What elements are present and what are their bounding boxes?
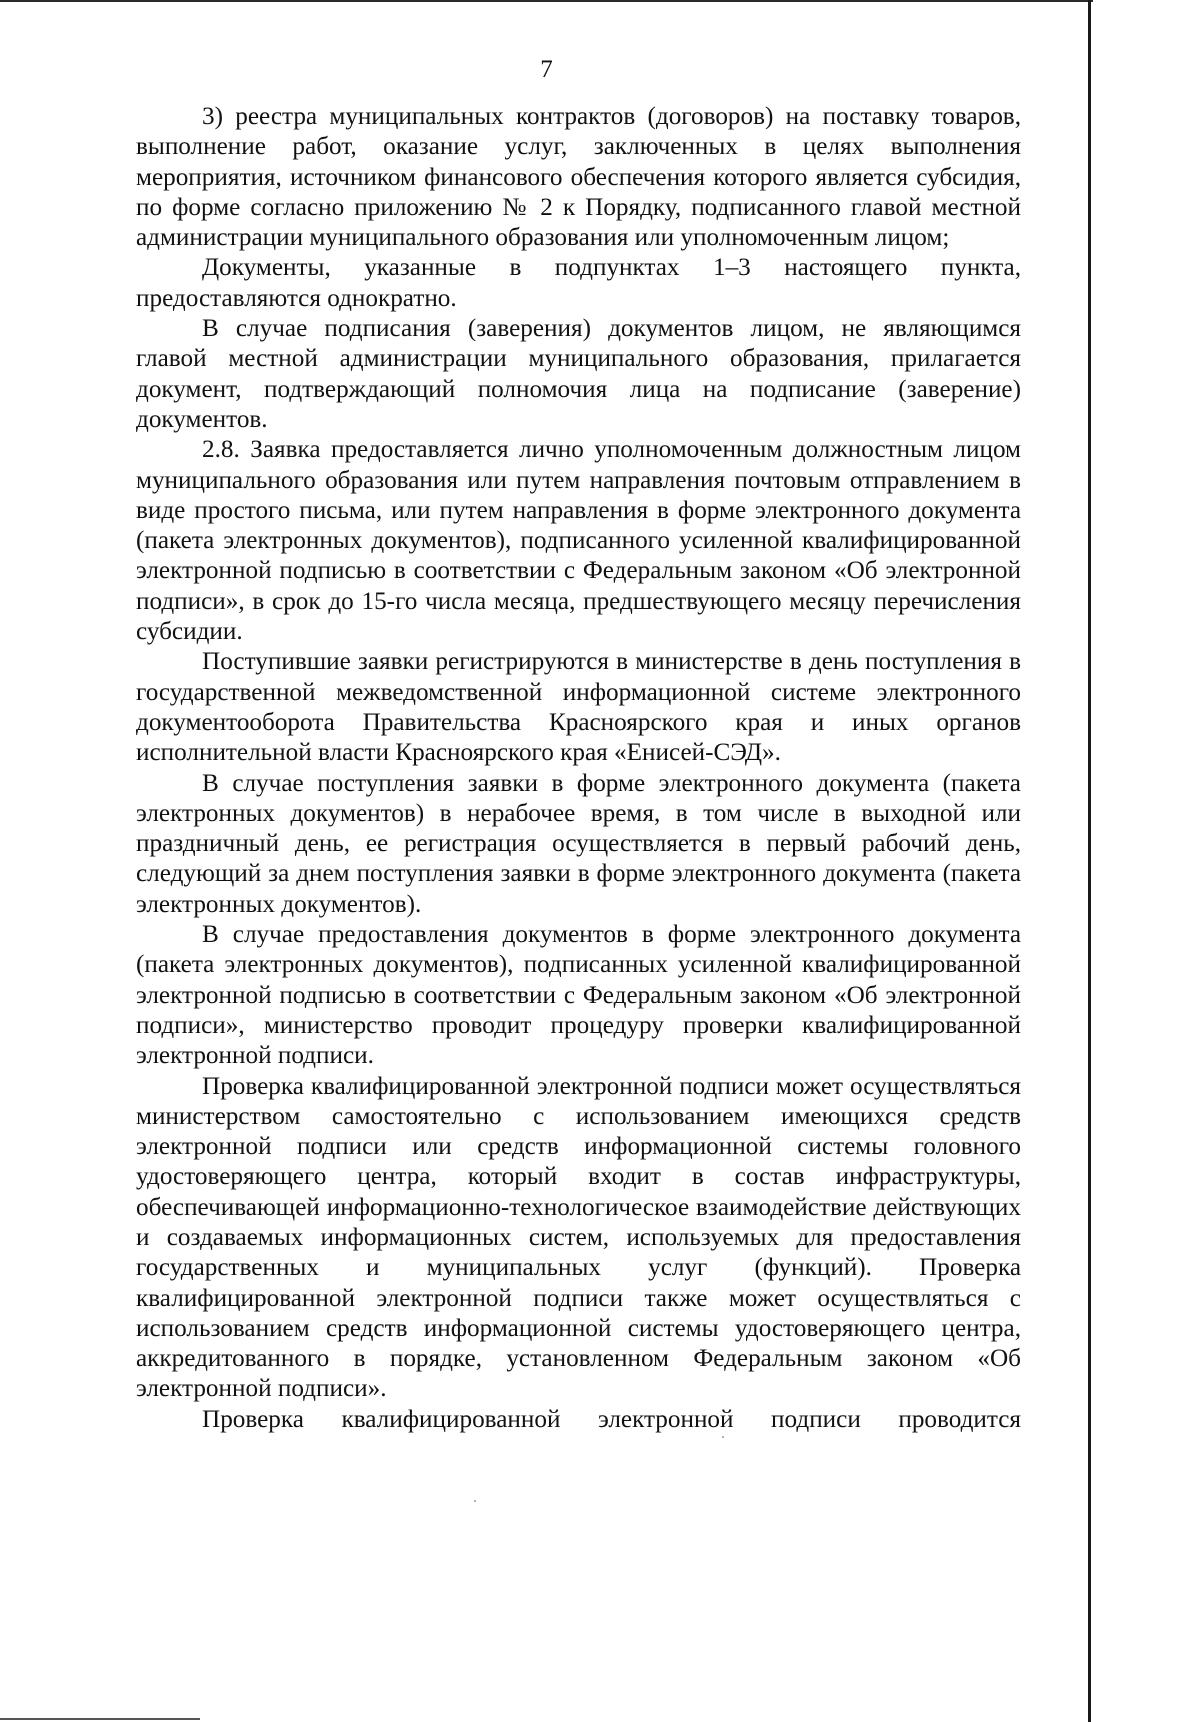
paragraph-2-8-application: 2.8. Заявка предоставляется лично уполномоченным должностным лицом муниципального образования или путем направления почтовым отправлением в виде простого письма, или путем направления в форме электронного документа (пакета электронных документов), подписанного усиленной квалифицированной электронной подписью в соответствии с Федеральным законом «Об электронной подписи», в срок до 15-го числа месяца, предшествующего месяцу перечисления субсидии. bbox=[136, 436, 1021, 646]
paragraph-registry-contracts: 3) реестра муниципальных контрактов (договоров) на поставку товаров, выполнение работ, оказание услуг, заключенных в целях выполнения мероприятия, источником финансового обеспечения которого является субсидия, по форме согласно приложению № 2 к Порядку, подписанного главой местной администрации муниципального образования или уполномоченным лицом; bbox=[136, 103, 1021, 252]
scan-edge-right bbox=[1088, 0, 1091, 1722]
page-number: 7 bbox=[540, 56, 553, 83]
scan-speck bbox=[474, 1500, 476, 1502]
paragraph-registration: Поступившие заявки регистрируются в министерстве в день поступления в государственной межведомственной информационной системе электронного документооборота Правительства Красноярского края и иных органов исполнительной власти Красноярского края «Енисей-СЭД». bbox=[136, 648, 1021, 767]
paragraph-verification-continued: Проверка квалифицированной электронной подписи проводится bbox=[202, 1405, 1021, 1433]
scan-speck bbox=[722, 1436, 724, 1438]
paragraph-documents-once: Документы, указанные в подпунктах 1–3 настоящего пункта, предоставляются однократно. bbox=[136, 254, 1021, 312]
paragraph-electronic-documents: В случае предоставления документов в форме электронного документа (пакета электронных документов), подписанных усиленной квалифицированной электронной подписью в соответствии с Федеральным законом «Об электронной подписи», министерство проводит процедуру проверки квалифицированной электронной подписи. bbox=[136, 921, 1021, 1070]
scan-edge-bottom bbox=[0, 1718, 200, 1720]
paragraph-signing-authority: В случае подписания (заверения) документов лицом, не являющимся главой местной администрации муниципального образования, прилагается документ, подтверждающий полномочия лица на подписание (заверение) документов. bbox=[136, 315, 1021, 433]
body-text bbox=[136, 102, 1021, 1435]
scan-edge-top bbox=[0, 0, 1093, 6]
paragraph-nonworking-time: В случае поступления заявки в форме электронного документа (пакета электронных документов) в нерабочее время, в том числе в выходной или праздничный день, ее регистрация осуществляется в первый рабочий день, следующий за днем поступления заявки в форме электронного документа (пакета электронных документов). bbox=[136, 769, 1021, 918]
paragraph-signature-verification: Проверка квалифицированной электронной подписи может осуществляться министерством самостоятельно с использованием имеющихся средств электронной подписи или средств информационной системы головного удостоверяющего центра, который входит в состав инфраструктуры, обеспечивающей информационно-технологическое взаимодействие действующих и создаваемых информационных систем, используемых для предоставления государственных и муниципальных услуг (функций). Проверка квалифицированной электронной подписи также может осуществляться с использованием средств информационной системы удостоверяющего центра, аккредитованного в порядке, установленном Федеральным законом «Об электронной подписи». bbox=[136, 1072, 1021, 1403]
